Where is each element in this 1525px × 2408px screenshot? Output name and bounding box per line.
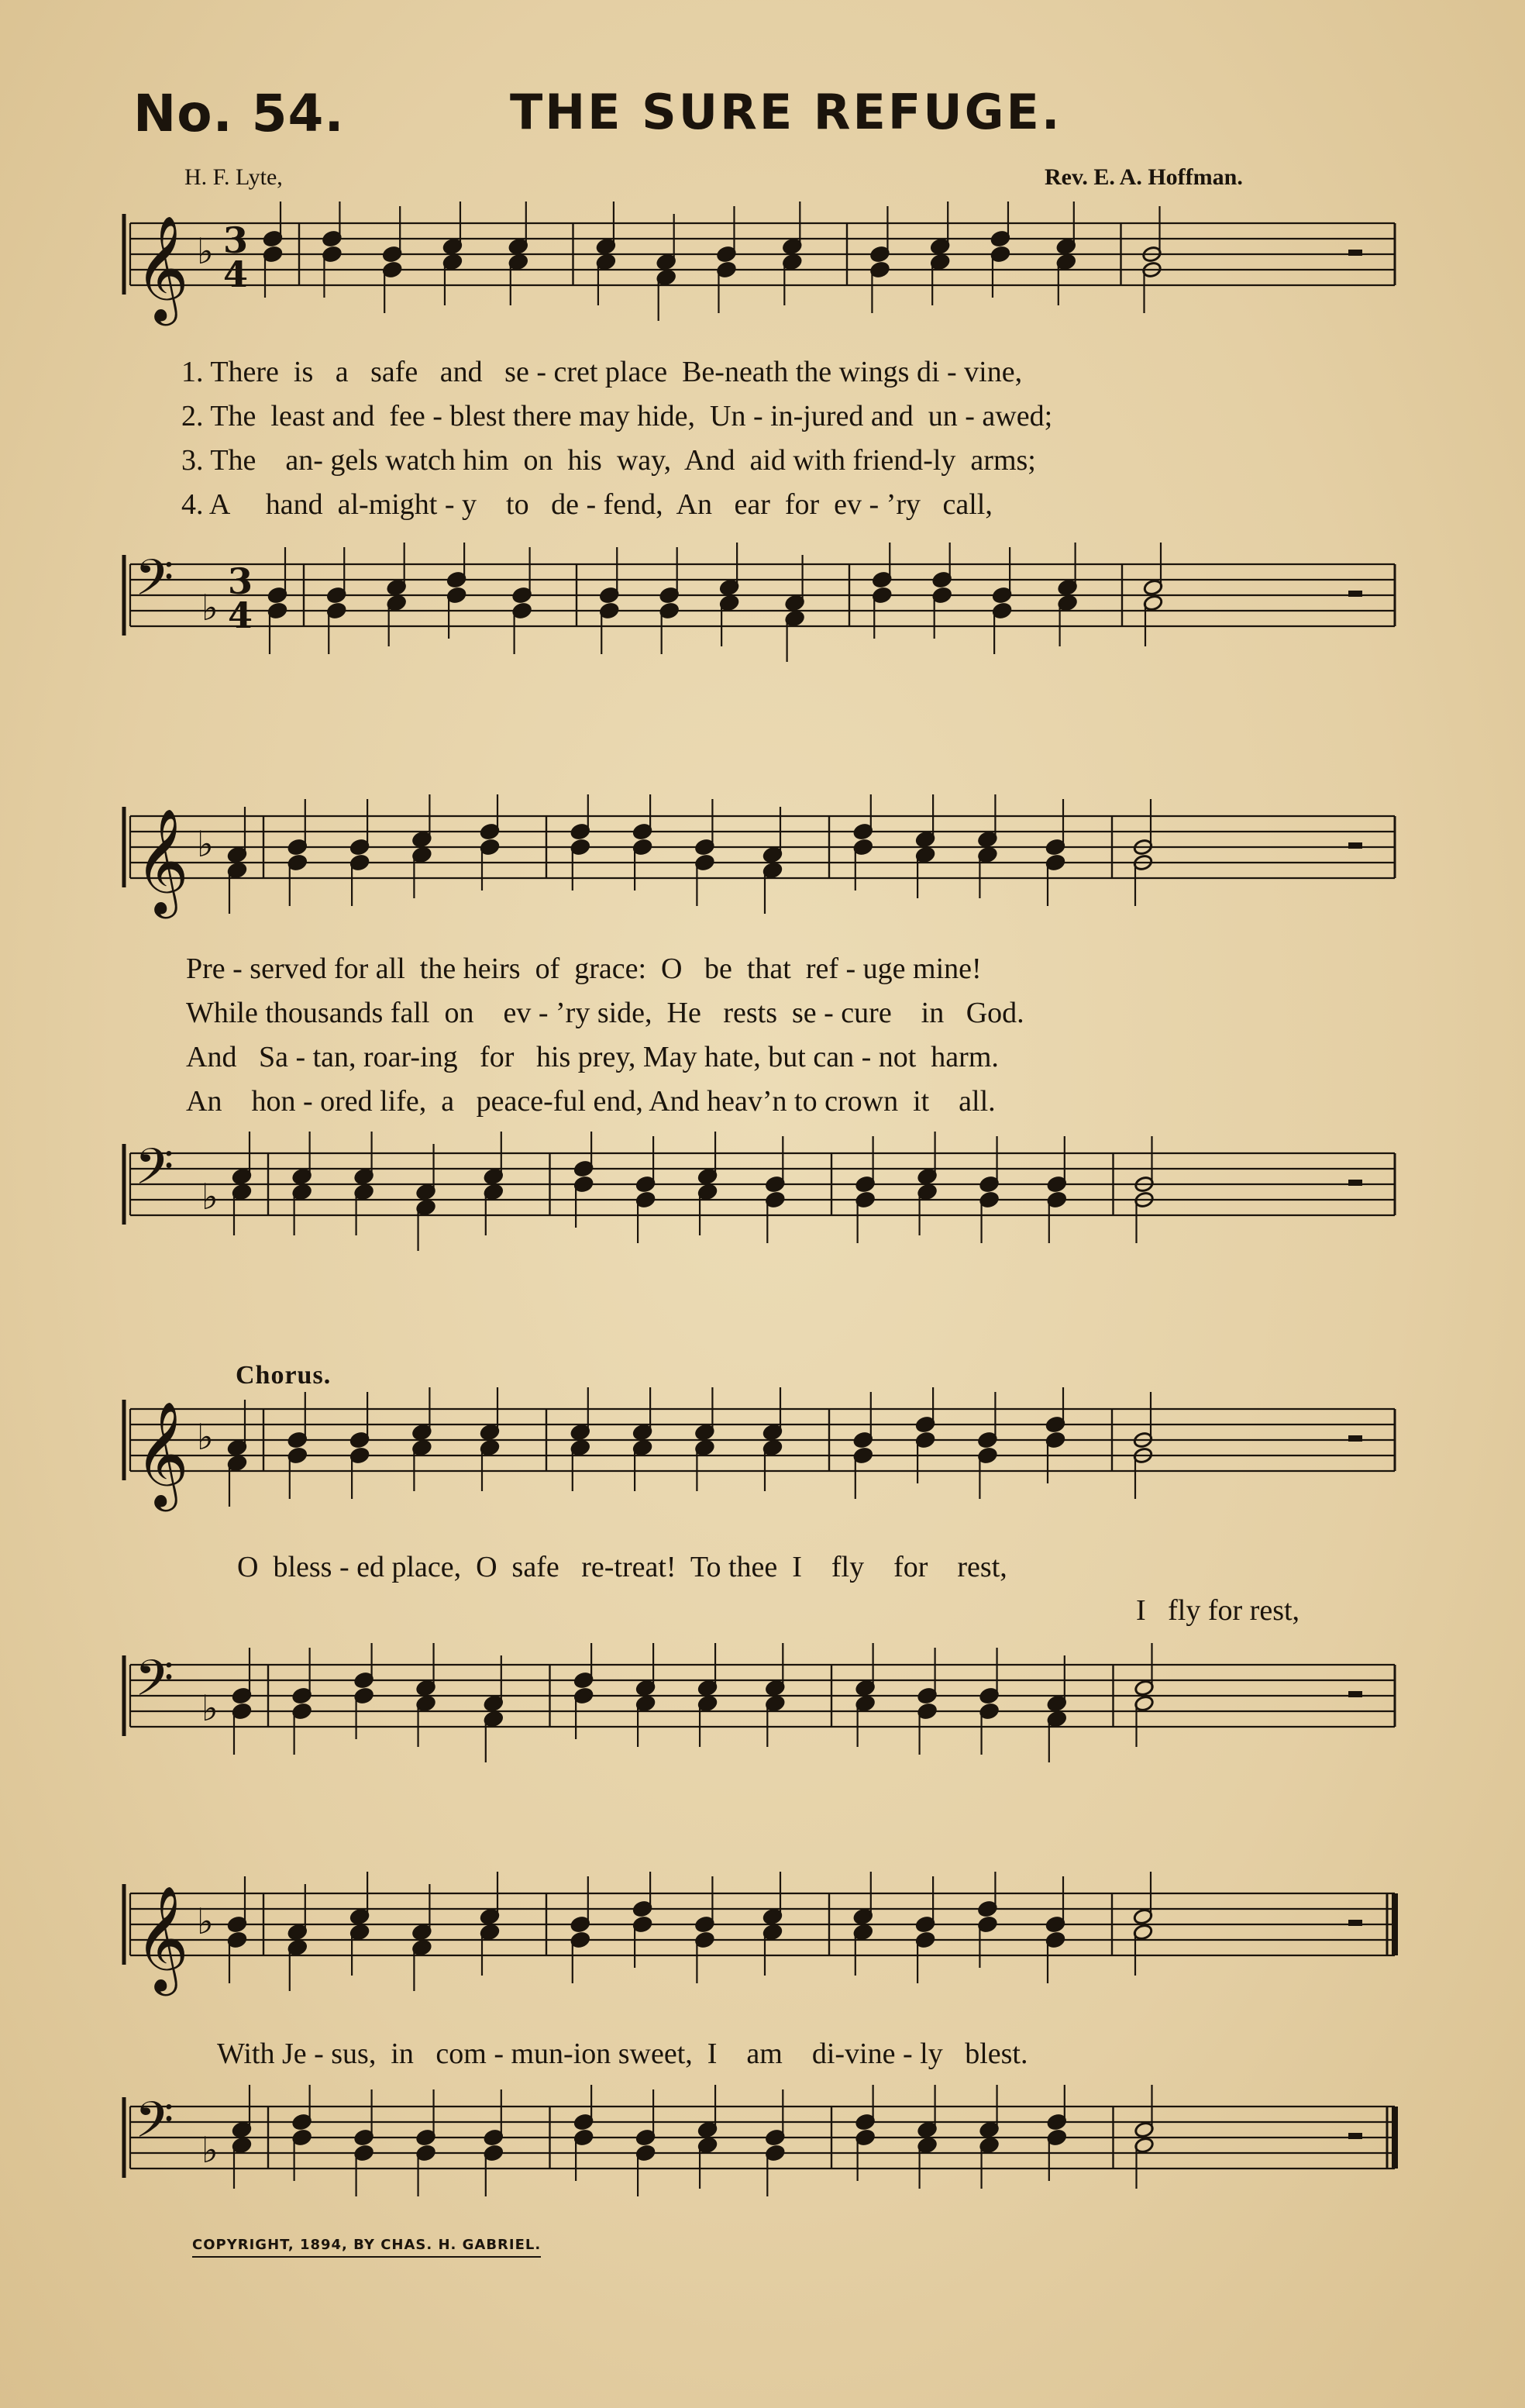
note-chord bbox=[632, 794, 652, 891]
note-chord bbox=[855, 1136, 876, 1243]
note-chord bbox=[484, 2089, 504, 2196]
note-chord bbox=[292, 2085, 312, 2181]
quarter-rest-icon bbox=[1348, 2133, 1362, 2139]
note-chord bbox=[765, 1136, 785, 1243]
chorus-echo-lyric: I fly for rest, bbox=[1136, 1594, 1300, 1627]
system-3-bass-staff bbox=[0, 1643, 1525, 1814]
flat-key-signature-icon: ♭ bbox=[197, 1416, 214, 1458]
note-chord bbox=[326, 547, 346, 654]
flat-key-signature-icon: ♭ bbox=[197, 230, 214, 272]
note-chord bbox=[762, 807, 783, 914]
system-2-bass-staff bbox=[0, 1132, 1525, 1279]
treble-clef-icon: 𝄞 bbox=[135, 807, 189, 914]
system-2-treble-staff bbox=[0, 794, 1525, 965]
note-chord bbox=[227, 1876, 247, 1983]
note-chord bbox=[979, 1648, 999, 1755]
note-chord bbox=[1133, 1392, 1153, 1499]
note-chord bbox=[287, 799, 308, 906]
note-chord bbox=[659, 547, 680, 654]
flat-key-signature-icon: ♭ bbox=[197, 1900, 214, 1942]
note-chord bbox=[1047, 2085, 1067, 2181]
lyricist-credit: H. F. Lyte, bbox=[184, 164, 283, 190]
time-signature-denominator: 4 bbox=[223, 253, 249, 295]
note-chord bbox=[599, 547, 619, 654]
note-chord bbox=[635, 1136, 656, 1243]
note-chord bbox=[573, 2085, 594, 2181]
note-chord bbox=[1047, 1655, 1067, 1762]
note-chord bbox=[1045, 1876, 1065, 1983]
note-chord bbox=[570, 1876, 590, 1983]
note-chord bbox=[917, 1648, 938, 1755]
note-chord bbox=[656, 214, 676, 321]
note-chord bbox=[415, 2089, 435, 2196]
hymn-title: THE SURE REFUGE. bbox=[510, 84, 1062, 140]
note-chord bbox=[1047, 1136, 1067, 1243]
system-4-lyric-line: With Je - sus, in com - mun-ion sweet, I am di-vine - ly blest. bbox=[217, 2038, 1028, 2070]
chorus-lyric-line: O bless - ed place, O safe re-treat! To thee I fly for rest, bbox=[237, 1551, 1007, 1583]
note-chord bbox=[287, 1392, 308, 1499]
note-chord bbox=[354, 1643, 374, 1739]
system-1-lyrics bbox=[181, 355, 1052, 532]
time-signature-numerator: 3 bbox=[228, 560, 253, 602]
note-chord bbox=[570, 794, 590, 891]
note-chord bbox=[267, 547, 287, 654]
note-chord bbox=[635, 2089, 656, 2196]
time-signature-numerator: 3 bbox=[223, 219, 249, 261]
note-chord bbox=[263, 202, 283, 298]
copyright-notice: COPYRIGHT, 1894, BY CHAS. H. GABRIEL. bbox=[192, 2237, 541, 2258]
lyric-line-3: And Sa - tan, roar-ing for his prey, May hate, but can - not harm. bbox=[186, 1041, 999, 1073]
lyric-verse-2: 2. The least and fee - blest there may hide, Un - in-jured and un - awed; bbox=[181, 400, 1053, 432]
bass-clef-icon: 𝄢 bbox=[135, 2092, 174, 2162]
note-chord bbox=[765, 2089, 785, 2196]
note-chord bbox=[716, 206, 736, 313]
system-4-treble-staff bbox=[0, 1872, 1525, 2042]
lyric-verse-3: 3. The an- gels watch him on his way, And aid with friend-ly arms; bbox=[181, 444, 1036, 477]
flat-key-signature-icon: ♭ bbox=[201, 2129, 219, 2171]
note-chord bbox=[411, 1884, 432, 1991]
quarter-rest-icon bbox=[1348, 1435, 1362, 1442]
note-chord bbox=[232, 1648, 252, 1755]
note-chord bbox=[853, 1392, 873, 1499]
system-1-treble-staff bbox=[0, 202, 1525, 372]
lyric-line-1: Pre - served for all the heirs of grace: O be that ref - uge mine! bbox=[186, 953, 982, 985]
note-chord bbox=[573, 1132, 594, 1228]
chorus-label: Chorus. bbox=[236, 1361, 332, 1390]
note-chord bbox=[287, 1884, 308, 1991]
note-chord bbox=[1141, 206, 1162, 313]
note-chord bbox=[990, 202, 1010, 298]
flat-key-signature-icon: ♭ bbox=[197, 823, 214, 865]
note-chord bbox=[446, 543, 466, 639]
note-chord bbox=[977, 1872, 997, 1968]
treble-clef-icon: 𝄞 bbox=[135, 214, 189, 321]
system-3-treble-staff bbox=[0, 1387, 1525, 1558]
system-4-bass-staff bbox=[0, 2085, 1525, 2240]
lyric-line-4: An hon - ored life, a peace-ful end, And heav’n to crown it all. bbox=[186, 1085, 996, 1118]
note-chord bbox=[415, 1144, 435, 1251]
treble-clef-icon: 𝄞 bbox=[135, 1400, 189, 1507]
time-signature-denominator: 4 bbox=[228, 594, 253, 636]
note-chord bbox=[632, 1872, 652, 1968]
lyric-line-2: While thousands fall on ev - ’ry side, He rests se - cure in God. bbox=[186, 997, 1024, 1029]
note-chord bbox=[992, 547, 1012, 654]
note-chord bbox=[354, 2089, 374, 2196]
quarter-rest-icon bbox=[1348, 1691, 1362, 1697]
note-chord bbox=[979, 1136, 999, 1243]
flat-key-signature-icon: ♭ bbox=[201, 1176, 219, 1218]
note-chord bbox=[915, 1387, 935, 1483]
quarter-rest-icon bbox=[1348, 842, 1362, 849]
note-chord bbox=[855, 2085, 876, 2181]
treble-clef-icon: 𝄞 bbox=[135, 1884, 189, 1991]
note-chord bbox=[227, 1400, 247, 1507]
note-chord bbox=[349, 799, 370, 906]
note-chord bbox=[292, 1648, 312, 1755]
note-chord bbox=[1134, 1136, 1154, 1243]
note-chord bbox=[349, 1392, 370, 1499]
note-chord bbox=[1133, 799, 1153, 906]
note-chord bbox=[853, 794, 873, 891]
note-chord bbox=[977, 1392, 997, 1499]
note-chord bbox=[227, 807, 247, 914]
system-2-lyrics bbox=[186, 952, 1024, 1128]
quarter-rest-icon bbox=[1348, 1180, 1362, 1186]
composer-credit: Rev. E. A. Hoffman. bbox=[1045, 164, 1243, 190]
system-1-bass-staff bbox=[0, 543, 1525, 682]
note-chord bbox=[915, 1876, 935, 1983]
bass-clef-icon: 𝄢 bbox=[135, 1139, 174, 1208]
note-chord bbox=[322, 202, 342, 298]
note-chord bbox=[932, 543, 952, 639]
note-chord bbox=[512, 547, 532, 654]
note-chord bbox=[785, 555, 805, 662]
flat-key-signature-icon: ♭ bbox=[201, 1687, 219, 1729]
lyric-verse-4: 4. A hand al-might - y to de - fend, An ear for ev - ’ry call, bbox=[181, 488, 993, 521]
quarter-rest-icon bbox=[1348, 591, 1362, 597]
quarter-rest-icon bbox=[1348, 1920, 1362, 1926]
lyric-verse-1: 1. There is a safe and se - cret place Be-neath the wings di - vine, bbox=[181, 356, 1023, 388]
note-chord bbox=[694, 799, 714, 906]
quarter-rest-icon bbox=[1348, 250, 1362, 256]
flat-key-signature-icon: ♭ bbox=[201, 587, 219, 629]
note-chord bbox=[694, 1876, 714, 1983]
note-chord bbox=[1045, 799, 1065, 906]
hymn-number: No. 54. bbox=[133, 84, 345, 143]
note-chord bbox=[484, 1655, 504, 1762]
note-chord bbox=[480, 794, 500, 891]
bass-clef-icon: 𝄢 bbox=[135, 549, 174, 619]
note-chord bbox=[869, 206, 890, 313]
note-chord bbox=[573, 1643, 594, 1739]
note-chord bbox=[872, 543, 892, 639]
note-chord bbox=[382, 206, 402, 313]
bass-clef-icon: 𝄢 bbox=[135, 1650, 174, 1720]
note-chord bbox=[1045, 1387, 1065, 1483]
